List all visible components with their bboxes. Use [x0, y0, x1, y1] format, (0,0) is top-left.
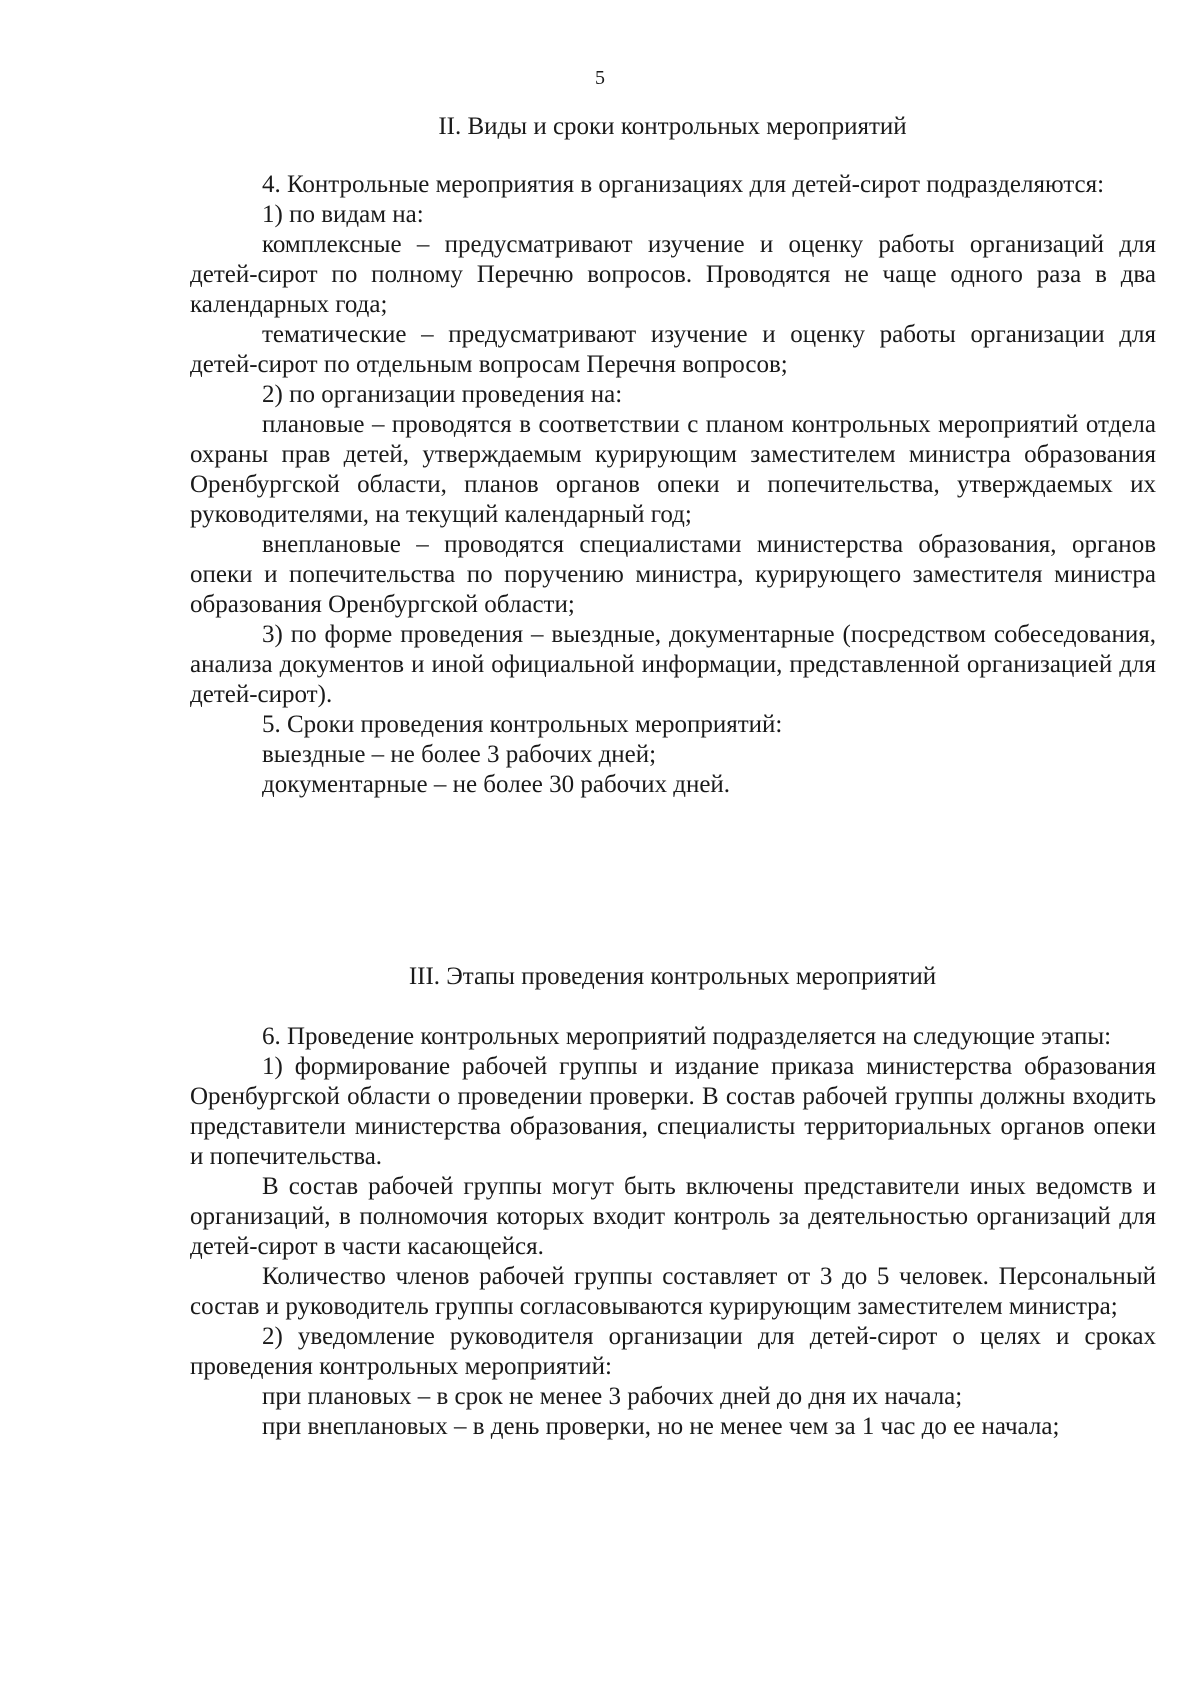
- paragraph: 3) по форме проведения – выездные, документарные (посредством собеседования, анализа документов и иной официальной информации, представленной организацией для детей-сирот).: [190, 621, 1156, 708]
- section-2-title: II. Виды и сроки контрольных мероприятий: [438, 113, 907, 140]
- section-3-body: [190, 1022, 1156, 1442]
- paragraph: В состав рабочей группы могут быть включены представители иных ведомств и организаций, в полномочия которых входит контроль за деятельностью организаций для детей-сирот в части касающейся.: [190, 1173, 1156, 1260]
- paragraph: при плановых – в срок не менее 3 рабочих дней до дня их начала;: [262, 1383, 963, 1410]
- paragraph: 1) по видам на:: [262, 201, 424, 228]
- paragraph: 5. Сроки проведения контрольных мероприятий:: [262, 711, 783, 738]
- paragraph: 4. Контрольные мероприятия в организациях для детей-сирот подразделяются:: [262, 171, 1105, 198]
- paragraph: документарные – не более 30 рабочих дней.: [262, 771, 731, 798]
- paragraph: при внеплановых – в день проверки, но не менее чем за 1 час до ее начала;: [262, 1413, 1060, 1440]
- paragraph: 6. Проведение контрольных мероприятий подразделяется на следующие этапы:: [262, 1023, 1112, 1050]
- paragraph: тематические – предусматривают изучение и оценку работы организации для детей-сирот по отдельным вопросам Перечня вопросов;: [190, 321, 1156, 378]
- paragraph: Количество членов рабочей группы составляет от 3 до 5 человек. Персональный состав и руководитель группы согласовываются курирующим заместителем министра;: [190, 1263, 1156, 1320]
- paragraph: 1) формирование рабочей группы и издание приказа министерства образования Оренбургской области о проведении проверки. В состав рабочей группы должны входить представители министерства образования, специалисты территориальных органов опеки и попечительства.: [190, 1053, 1156, 1170]
- paragraph: внеплановые – проводятся специалистами министерства образования, органов опеки и попечительства по поручению министра, курирующего заместителя министра образования Оренбургской области;: [190, 531, 1156, 618]
- paragraph: выездные – не более 3 рабочих дней;: [262, 741, 657, 768]
- section-2-body: [190, 170, 1156, 800]
- page-number: 5: [595, 67, 605, 89]
- paragraph: комплексные – предусматривают изучение и оценку работы организаций для детей-сирот по полному Перечню вопросов. Проводятся не чаще одного раза в два календарных года;: [190, 231, 1156, 318]
- paragraph: 2) по организации проведения на:: [262, 381, 623, 408]
- paragraph: плановые – проводятся в соответствии с планом контрольных мероприятий отдела охраны прав детей, утверждаемым курирующим заместителем министра образования Оренбургской области, планов органов опеки и попечительства, утверждаемых их руководителями, на текущий календарный год;: [190, 411, 1156, 528]
- paragraph: 2) уведомление руководителя организации для детей-сирот о целях и сроках проведения контрольных мероприятий:: [190, 1323, 1156, 1380]
- section-3-title: III. Этапы проведения контрольных мероприятий: [408, 963, 937, 990]
